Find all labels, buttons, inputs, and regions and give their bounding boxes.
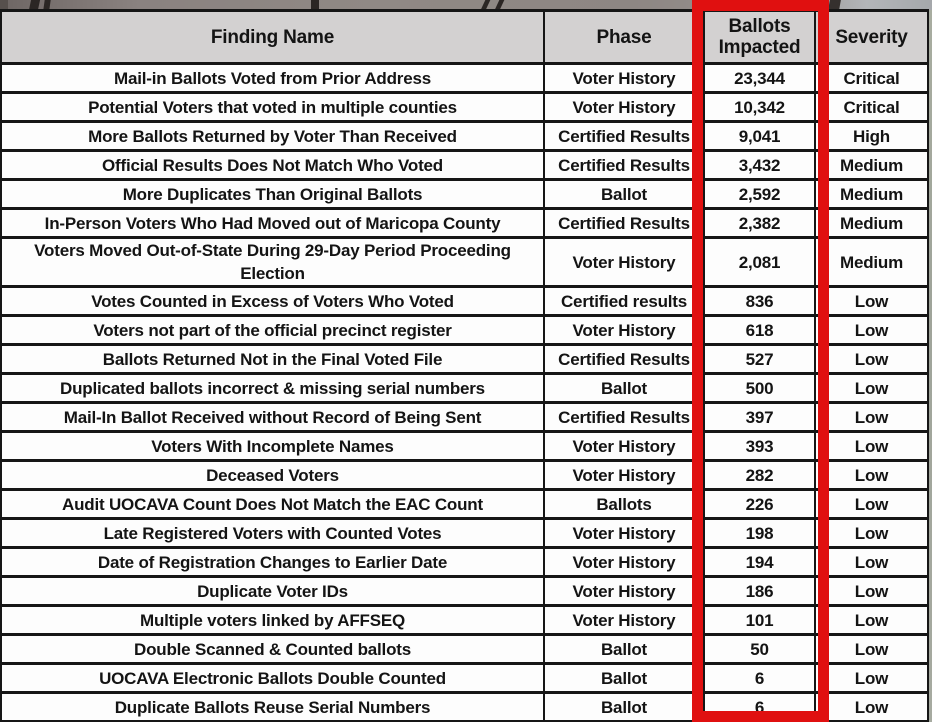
table-row [1,287,928,316]
table-row [1,490,928,519]
table-row [1,151,928,180]
table-row [1,519,928,548]
ballots-impacted-cell: 393 [704,432,815,461]
phase-cell: Certified Results [544,151,704,180]
severity-cell: Low [815,490,928,519]
table-row [1,238,928,287]
phase-cell: Certified Results [544,403,704,432]
header-severity: Severity [815,11,928,64]
severity-cell: Medium [815,151,928,180]
finding-name-cell: Mail-in Ballots Voted from Prior Address [1,64,544,93]
header-finding-name: Finding Name [1,11,544,64]
severity-cell: Low [815,432,928,461]
severity-cell: Low [815,287,928,316]
table-row [1,122,928,151]
severity-cell: Critical [815,93,928,122]
phase-cell: Voter History [544,519,704,548]
ballots-impacted-cell: 186 [704,577,815,606]
finding-name-cell: Date of Registration Changes to Earlier Date [1,548,544,577]
table-row [1,316,928,345]
ballots-impacted-cell: 527 [704,345,815,374]
severity-cell: High [815,122,928,151]
phase-cell: Ballots [544,490,704,519]
header-ballots-impacted: Ballots Impacted [704,11,815,64]
severity-cell: Low [815,577,928,606]
table-row [1,209,928,238]
phase-cell: Ballot [544,664,704,693]
table-row [1,693,928,722]
finding-name-cell: Ballots Returned Not in the Final Voted File [1,345,544,374]
ballots-impacted-cell: 23,344 [704,64,815,93]
finding-name-cell: Voters With Incomplete Names [1,432,544,461]
phase-cell: Voter History [544,93,704,122]
finding-name-cell: Late Registered Voters with Counted Votes [1,519,544,548]
ballots-impacted-cell: 500 [704,374,815,403]
severity-cell: Medium [815,180,928,209]
severity-cell: Low [815,519,928,548]
header-phase: Phase [544,11,704,64]
findings-table-body [1,64,928,722]
phase-cell: Voter History [544,606,704,635]
finding-name-cell: Mail-In Ballot Received without Record of Being Sent [1,403,544,432]
finding-name-cell: Duplicate Ballots Reuse Serial Numbers [1,693,544,722]
finding-name-cell: Deceased Voters [1,461,544,490]
phase-cell: Ballot [544,693,704,722]
ballots-impacted-cell: 194 [704,548,815,577]
ballots-impacted-cell: 10,342 [704,93,815,122]
phase-cell: Voter History [544,64,704,93]
ballots-impacted-cell: 618 [704,316,815,345]
ballots-impacted-cell: 397 [704,403,815,432]
finding-name-cell: Voters not part of the official precinct register [1,316,544,345]
ballots-impacted-cell: 282 [704,461,815,490]
table-row [1,606,928,635]
ballots-impacted-cell: 836 [704,287,815,316]
severity-cell: Low [815,345,928,374]
phase-cell: Voter History [544,548,704,577]
phase-cell: Ballot [544,374,704,403]
table-row [1,64,928,93]
severity-cell: Critical [815,64,928,93]
phase-cell: Voter History [544,461,704,490]
ballots-impacted-cell: 9,041 [704,122,815,151]
table-row [1,374,928,403]
table-row [1,345,928,374]
finding-name-cell: Potential Voters that voted in multiple counties [1,93,544,122]
table-row [1,432,928,461]
ballots-impacted-cell: 6 [704,664,815,693]
finding-name-cell: Votes Counted in Excess of Voters Who Voted [1,287,544,316]
phase-cell: Certified Results [544,122,704,151]
severity-cell: Low [815,693,928,722]
phase-cell: Certified Results [544,209,704,238]
severity-cell: Low [815,461,928,490]
ballots-impacted-cell: 101 [704,606,815,635]
severity-cell: Low [815,316,928,345]
header-row [1,11,928,64]
phase-cell: Voter History [544,238,704,287]
severity-cell: Medium [815,238,928,287]
severity-cell: Low [815,606,928,635]
ballots-impacted-cell: 2,382 [704,209,815,238]
finding-name-cell: UOCAVA Electronic Ballots Double Counted [1,664,544,693]
severity-cell: Low [815,403,928,432]
finding-name-cell: Double Scanned & Counted ballots [1,635,544,664]
finding-name-cell: Official Results Does Not Match Who Voted [1,151,544,180]
severity-cell: Low [815,635,928,664]
table-row [1,180,928,209]
ballots-impacted-cell: 198 [704,519,815,548]
findings-table [0,9,929,722]
finding-name-cell: Multiple voters linked by AFFSEQ [1,606,544,635]
table-row [1,403,928,432]
phase-cell: Voter History [544,432,704,461]
table-row [1,635,928,664]
finding-name-cell: Duplicate Voter IDs [1,577,544,606]
finding-name-cell: More Ballots Returned by Voter Than Received [1,122,544,151]
ballots-impacted-cell: 50 [704,635,815,664]
severity-cell: Medium [815,209,928,238]
table-row [1,548,928,577]
severity-cell: Low [815,548,928,577]
finding-name-cell: Audit UOCAVA Count Does Not Match the EAC Count [1,490,544,519]
phase-cell: Certified results [544,287,704,316]
severity-cell: Low [815,374,928,403]
finding-name-cell: Duplicated ballots incorrect & missing serial numbers [1,374,544,403]
ballots-impacted-cell: 2,081 [704,238,815,287]
ballots-impacted-cell: 3,432 [704,151,815,180]
table-row [1,664,928,693]
ballots-impacted-cell: 2,592 [704,180,815,209]
table-row [1,577,928,606]
phase-cell: Voter History [544,577,704,606]
table-row [1,461,928,490]
finding-name-cell: Voters Moved Out-of-State During 29-Day Period Proceeding Election [1,238,544,287]
severity-cell: Low [815,664,928,693]
finding-name-cell: In-Person Voters Who Had Moved out of Maricopa County [1,209,544,238]
phase-cell: Ballot [544,180,704,209]
phase-cell: Ballot [544,635,704,664]
ballots-impacted-cell: 226 [704,490,815,519]
phase-cell: Certified Results [544,345,704,374]
table-row [1,93,928,122]
phase-cell: Voter History [544,316,704,345]
ballots-impacted-cell: 6 [704,693,815,722]
finding-name-cell: More Duplicates Than Original Ballots [1,180,544,209]
